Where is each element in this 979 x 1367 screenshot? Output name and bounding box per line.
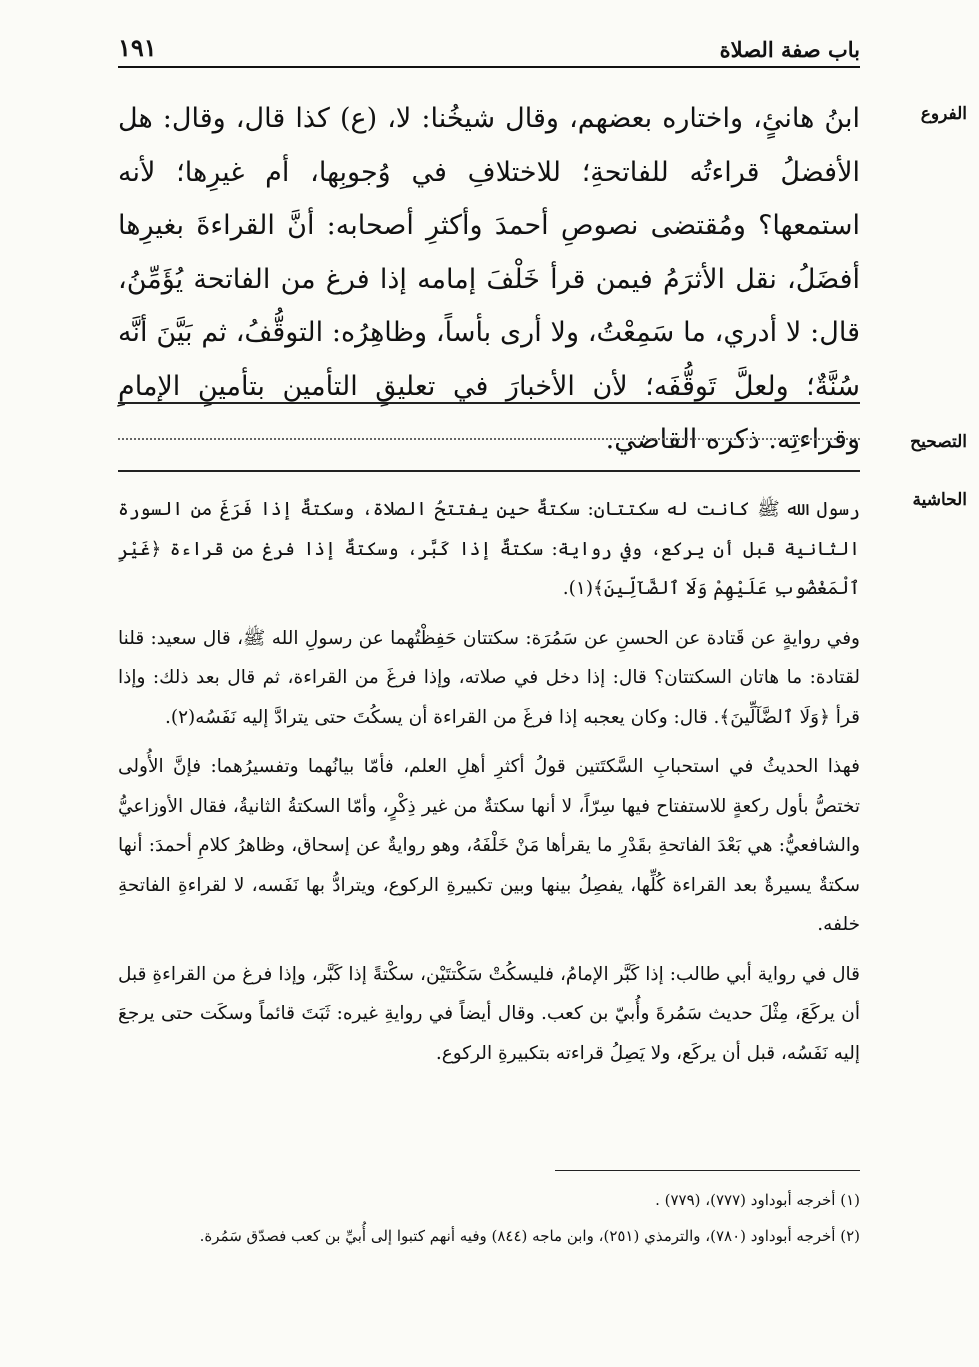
chapter-title: باب صفة الصلاة [719, 37, 860, 62]
section-divider [118, 402, 860, 404]
section-divider [118, 470, 860, 472]
main-text-block: ابنُ هانئٍ، واختاره بعضهم، وقال شيخُنا: لا، (ع) كذا قال، وقال: هل الأفضلُ قراءتُه للفاتحةِ؛ للاختلافِ في وُجوبِها، أم غيرِها؛ لأنه استمعها؟ ومُقتضى نصوصِ أحمدَ وأكثرِ أصحابه: أنَّ القراءةَ بغيرِها أفضَلُ، نقل الأثرَمُ فيمن قرأ خَلْفَ إمامه إذا فرغ من الفاتحة يُؤَمِّنُ، قال: لا أدري، ما سَمِعْتُ، ولا أرى بأساً، وظاهِرُه: التوقُّفُ، ثم بَيَّنَ أنَّه سُنَّةٌ؛ ولعلَّ تَوقُّفَه؛ لأن الأخبارَ في تعليقِ التأمين بتأمينِ الإمامِ وقراءتِه. ذكره القاضي. [118, 103, 860, 455]
label-hashiya: الحاشية [912, 490, 967, 510]
footnotes [118, 1182, 860, 1254]
page-number: ١٩١ [118, 33, 157, 62]
hashiya-paragraph: وفي روايةٍ عن قَتادة عن الحسنِ عن سَمُرَة: سكتتان حَفِظْتُهما عن رسولِ الله ﷺ، قال سعيد: قلنا لقتادة: ما هاتان السكتتان؟ قال: إذا دخل في صلاته، وإذا فرغَ من القراءة، ثم قال بعد ذلك: وإذا قرأ ﴿وَلَا ٱلضَّآلِّينَ﴾. قال: وكان يعجبه إذا فرغَ من القراءة أن يسكُتَ حتى يترادَّ إليه نَفَسُه(٢). [118, 627, 860, 728]
hashiya-paragraph: فهذا الحديثُ في استحبابِ السَّكتَتين قولُ أكثرِ أهلِ العلم، فأمّا بيانُهما وتفسيرُهما: فإنَّ الأُولى تختصُّ بأول ركعةٍ للاستفتاح فيها سِرّاً، لا أنها سكتةٌ من غير ذِكْرٍ، وأمّا السكتةُ الثانيةُ، فقال الأوزاعيُّ والشافعيُّ: هي بَعْدَ الفاتحةِ بقَدْرِ ما يقرأها مَنْ خَلْفَهُ، وهو روايةٌ عن إسحاق، وظاهرُ كلامِ أحمدَ: أنها سكتةٌ يسيرةٌ بعد القراءة كُلِّها، يفصِلُ بينها وبين تكبيرةِ الركوع، ويترادُّ بها نَفَسه، لا لقراءةِ الفاتحةِ خلفه. [118, 756, 860, 935]
footnote-separator [555, 1170, 860, 1171]
footnote: (١) أخرجه أبوداود (٧٧٧)، (٧٧٩) . [655, 1191, 860, 1209]
tashih-dotted-line [118, 438, 860, 440]
label-furu: الفروع [920, 104, 967, 124]
hashiya-paragraph: رسول الله ﷺ كانت له سكتتان: سكتةٌ حين يفتتحُ الصلاة، وسكتةٌ إذا فَرَغَ من السورة الثانية قبل أن يركع، وفي رواية: سكتةٌ إذا كَبَّر، وسكتةٌ إذا فرغ من قراءة ﴿غَيْرِ ٱلْمَغْضُوبِ عَلَيْهِمْ وَلَا ٱلضَّآلِّينَ﴾(١). [118, 499, 860, 599]
running-header [118, 24, 860, 68]
label-tashih: التصحيح [910, 432, 967, 452]
footnote: (٢) أخرجه أبوداود (٧٨٠)، والترمذي (٢٥١)، وابن ماجه (٨٤٤) وفيه أنهم كتبوا إلى أُبيِّ بن كعب فصدّق سَمُرة. [199, 1227, 860, 1245]
hashiya-block [118, 490, 860, 1083]
hashiya-paragraph: قال في رواية أبي طالب: إذا كَبَّر الإمامُ، فليسكُتْ سَكْتتَيْن، سكْتةً إذا كَبَّر، وإذا فرغ من القراءةِ قبل أن يركَعَ، مِثْلَ حديث سَمُرةَ وأُبيّ بن كعب. وقال أيضاً في روايةِ غيره: ثَبَتَ قائماً وسكَت حتى يرجعَ إليه نَفَسُه، قبل أن يركَع، ولا يَصِلُ قراءته بتكبيرةِ الركوع. [118, 963, 860, 1064]
